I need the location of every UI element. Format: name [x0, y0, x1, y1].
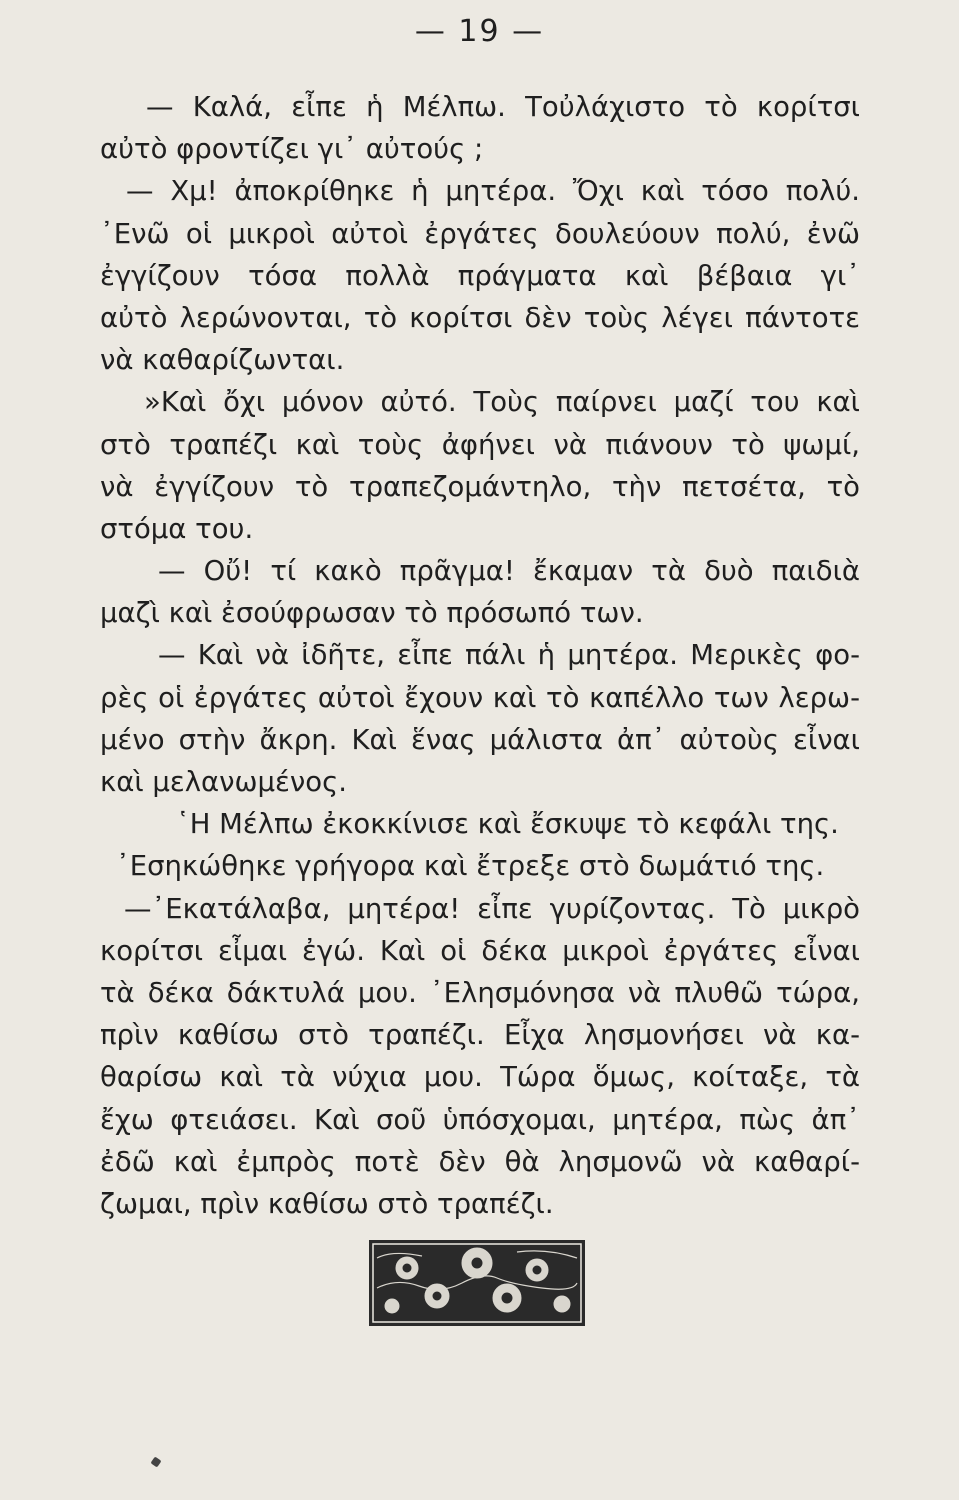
text-line: — Χμ! ἀποκρίθηκε ἡ μητέρα. Ὄχι καὶ τόσο πολύ. — [126, 175, 860, 208]
text-line: μαζὶ καὶ ἐσούφρωσαν τὸ πρόσωπό των. — [100, 597, 644, 630]
text-line: — Καλά, εἶπε ἡ Μέλπω. Τοὐλάχιστο τὸ κορίτσι — [146, 91, 860, 123]
text-line: θαρίσω καὶ τὰ νύχια μου. Τώρα ὅμως, κοίταξε, τὰ — [100, 1061, 860, 1094]
text-line: — Καὶ νὰ ἰδῆτε, εἶπε πάλι ἡ μητέρα. Μερικὲς φο- — [158, 639, 860, 672]
text-line: ἔχω φτειάσει. Καὶ σοῦ ὑπόσχομαι, μητέρα, πὼς ἀπ᾿ — [100, 1103, 860, 1136]
text-line: ῾Η Μέλπω ἐκοκκίνισε καὶ ἔσκυψε τὸ κεφάλι της. — [176, 808, 839, 841]
text-line: καὶ μελανωμένος. — [100, 766, 347, 798]
text-line: ἐγγίζουν τόσα πολλὰ πράγματα καὶ βέβαια γι᾿ — [100, 259, 860, 292]
text-line: τὰ δέκα δάκτυλά μου. ᾿Ελησμόνησα νὰ πλυθῶ τώρα, — [100, 976, 860, 1009]
text-line: ᾿Ενῶ οἱ μικροὶ αὐτοὶ ἐργάτες δουλεύουν πολύ, ἐνῶ — [100, 217, 860, 250]
text-line: —᾿Εκατάλαβα, μητέρα! εἶπε γυρίζοντας. Τὸ μικρὸ — [124, 892, 860, 925]
text-line: νὰ ἐγγίζουν τὸ τραπεζομάντηλο, τὴν πετσέτα, τὸ — [100, 470, 860, 503]
text-line: μένο στὴν ἄκρη. Καὶ ἕνας μάλιστα ἀπ᾿ αὐτοὺς εἶναι — [100, 723, 860, 756]
text-line: στὸ τραπέζι καὶ τοὺς ἀφήνει νὰ πιάνουν τὸ ψωμί, — [100, 428, 860, 461]
text-line: »Καὶ ὄχι μόνον αὐτό. Τοὺς παίρνει μαζί του καὶ — [144, 386, 860, 419]
floral-ornament-icon — [367, 1238, 587, 1328]
text-line: στόμα του. — [100, 512, 254, 545]
text-line: κορίτσι εἶμαι ἐγώ. Καὶ οἱ δέκα μικροὶ ἐργάτες εἶναι — [100, 934, 860, 967]
text-line: ἐδῶ καὶ ἐμπρὸς ποτὲ δὲν θὰ λησμονῶ νὰ καθαρί- — [100, 1145, 860, 1178]
text-line: ᾿Εσηκώθηκε γρήγορα καὶ ἔτρεξε στὸ δωμάτιό της. — [116, 850, 825, 883]
text-line: αὐτὸ φροντίζει γι᾿ αὐτούς ; — [100, 133, 484, 166]
page-number: — 19 — — [414, 14, 545, 49]
text-line: νὰ καθαρίζωνται. — [100, 344, 345, 377]
ink-speck — [150, 1456, 161, 1467]
body-text — [100, 86, 860, 1225]
text-line: ζωμαι, πρὶν καθίσω στὸ τραπέζι. — [100, 1187, 554, 1220]
text-line: — Οὔ! τί κακὸ πρᾶγμα! ἔκαμαν τὰ δυὸ παιδιὰ — [158, 555, 860, 588]
text-line: πρὶν καθίσω στὸ τραπέζι. Εἶχα λησμονήσει νὰ κα- — [100, 1019, 860, 1052]
text-line: αὐτὸ λερώνονται, τὸ κορίτσι δὲν τοὺς λέγει πάντοτε — [100, 301, 860, 334]
text-line: ρὲς οἱ ἐργάτες αὐτοὶ ἔχουν καὶ τὸ καπέλλο των λερω- — [100, 681, 860, 714]
